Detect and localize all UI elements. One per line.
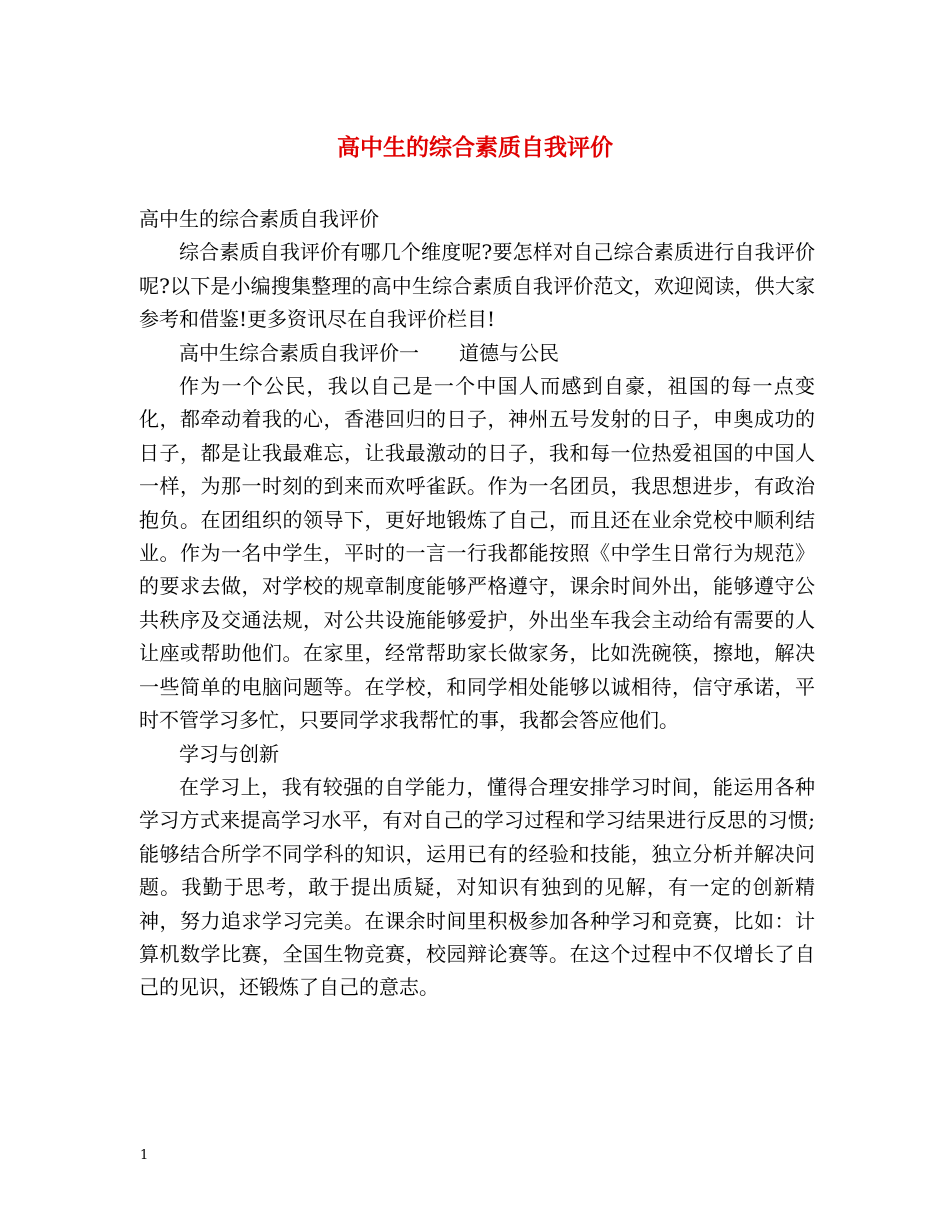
- intro-paragraph: 综合素质自我评价有哪几个维度呢?要怎样对自己综合素质进行自我评价呢?以下是小编搜集整理的高中生综合素质自我评价范文，欢迎阅读，供大家参考和借鉴!更多资讯尽在自我评价栏目!: [139, 240, 815, 332]
- section-2-paragraph: 在学习上，我有较强的自学能力，懂得合理安排学习时间，能运用各种学习方式来提高学习水平，有对自己的学习过程和学习结果进行反思的习惯;能够结合所学不同学科的知识，运用已有的经验和技能，独立分析并解决问题。我勤于思考，敢于提出质疑，对知识有独到的见解，有一定的创新精神，努力追求学习完美。在课余时间里积极参加各种学习和竞赛，比如：计算机数学比赛，全国生物竞赛，校园辩论赛等。在这个过程中不仅增长了自己的见识，还锻炼了自己的意志。: [139, 774, 815, 1000]
- document-subtitle: 高中生的综合素质自我评价: [139, 207, 379, 231]
- section-2-heading: 学习与创新: [179, 741, 279, 766]
- section-1-heading-line: [139, 337, 815, 370]
- section-1-heading: 高中生综合素质自我评价一: [179, 340, 419, 365]
- document-body: [139, 203, 815, 1005]
- page-number: 1: [140, 1148, 149, 1163]
- section-1-topic: 道德与公民: [459, 340, 559, 365]
- document-title: 高中生的综合素质自我评价: [337, 134, 613, 161]
- section-1-paragraph: 作为一个公民，我以自己是一个中国人而感到自豪，祖国的每一点变化，都牵动着我的心，香港回归的日子，神州五号发射的日子，申奥成功的日子，都是让我最难忘，让我最激动的日子，我和每一位热爱祖国的中国人一样，为那一时刻的到来而欢呼雀跃。作为一名团员，我思想进步，有政治抱负。在团组织的领导下，更好地锻炼了自己，而且还在业余党校中顺利结业。作为一名中学生，平时的一言一行我都能按照《中学生日常行为规范》的要求去做，对学校的规章制度能够严格遵守，课余时间外出，能够遵守公共秩序及交通法规，对公共设施能够爱护，外出坐车我会主动给有需要的人让座或帮助他们。在家里，经常帮助家长做家务，比如洗碗筷，擦地，解决一些简单的电脑问题等。在学校，和同学相处能够以诚相待，信守承诺，平时不管学习多忙，只要同学求我帮忙的事，我都会答应他们。: [139, 374, 815, 733]
